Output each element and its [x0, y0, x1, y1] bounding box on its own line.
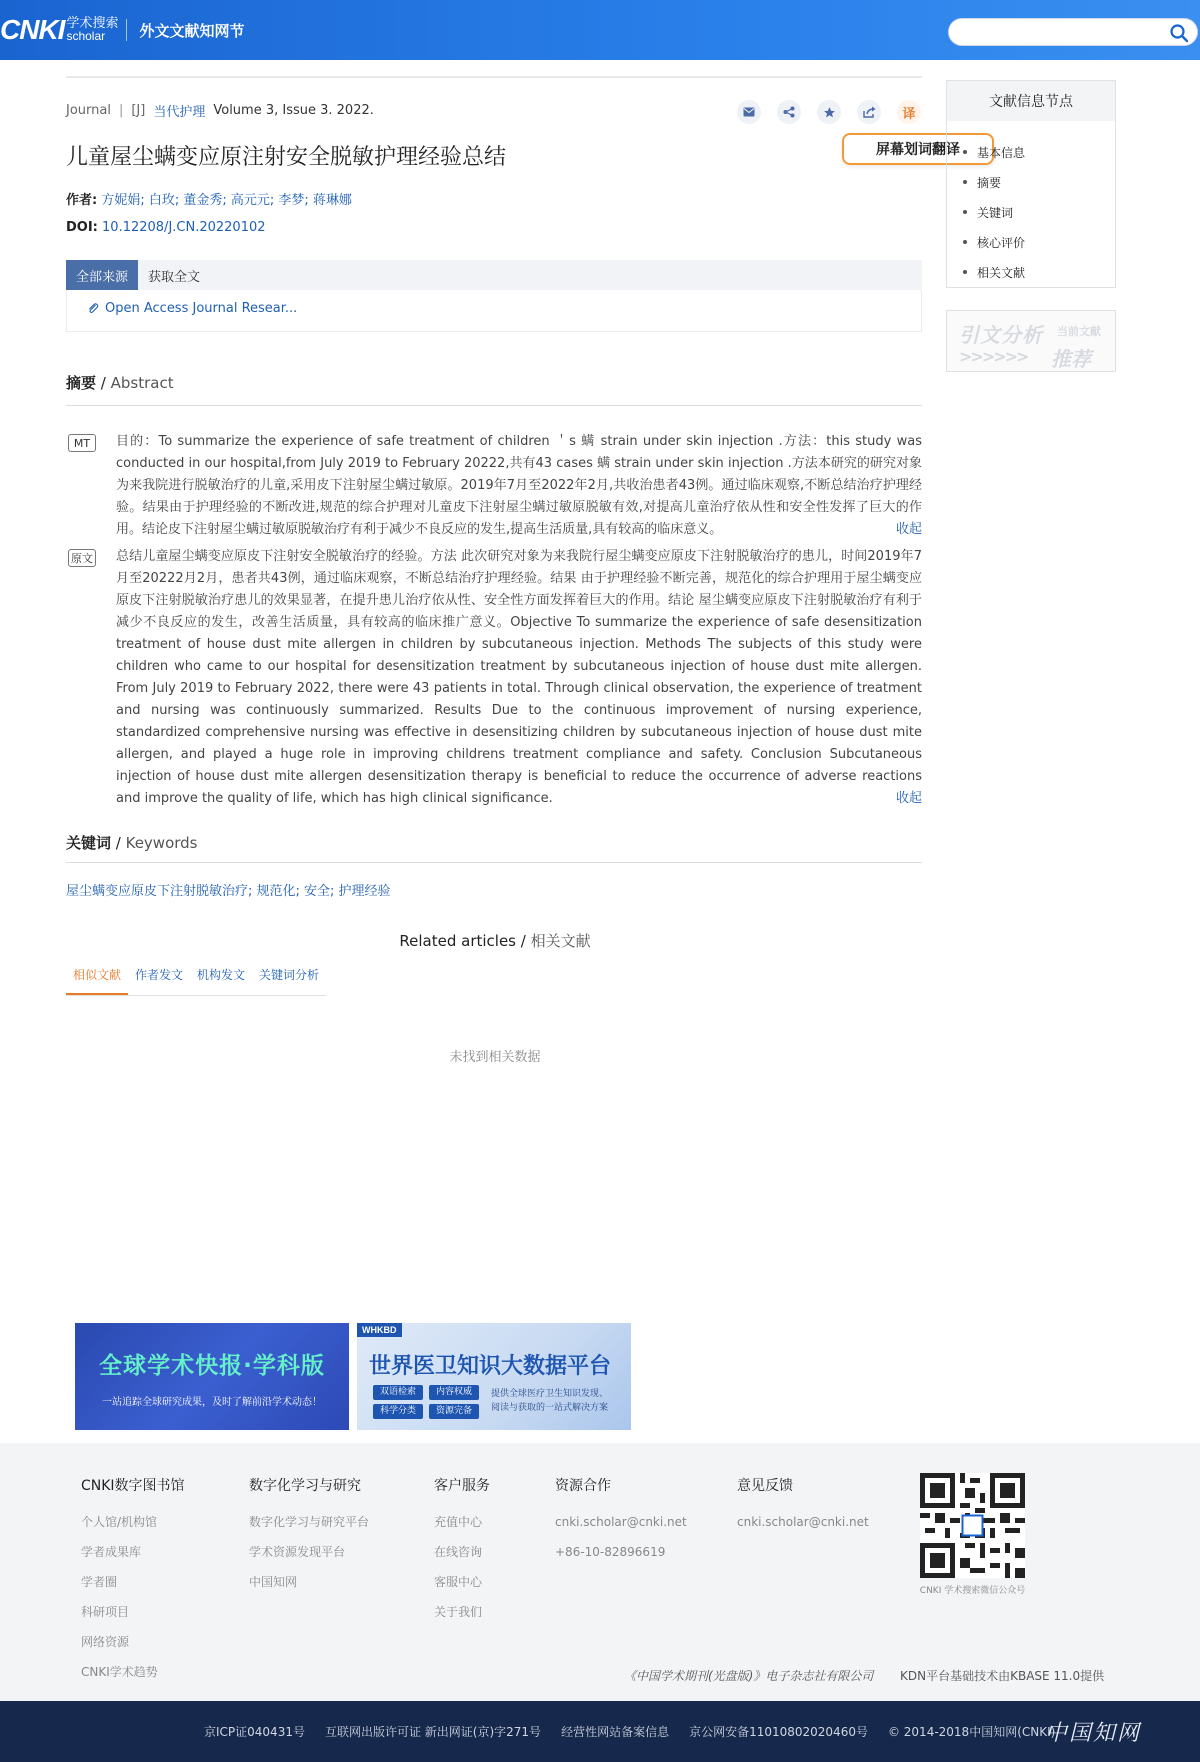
banner2-chips	[373, 1385, 479, 1419]
related-heading	[0, 930, 990, 951]
info-nodes-panel	[946, 80, 1116, 288]
ad-recommend: 推荐	[1051, 347, 1091, 371]
volume-info: Volume 3, Issue 3. 2022.	[213, 103, 374, 118]
doi-line	[66, 220, 266, 235]
article-title: 儿童屋尘螨变应原注射安全脱敏护理经验总结	[66, 145, 507, 170]
publishing-license[interactable]: 互联网出版许可证 新出网证(京)字271号	[324, 1725, 542, 1739]
logo-divider	[126, 19, 127, 41]
node-label: 关键词	[977, 205, 1014, 220]
top-header	[0, 0, 1200, 60]
node-label: 基本信息	[977, 145, 1026, 160]
author-links[interactable]: 方妮娟; 白玫; 董金秀; 高元元; 李梦; 蒋琳娜	[101, 193, 352, 208]
email-icon	[743, 107, 755, 117]
keywords-heading-sep: /	[111, 834, 126, 852]
doi-link[interactable]: 10.12208/J.CN.20220102	[102, 220, 266, 235]
tab-get-fulltext[interactable]: 获取全文	[148, 269, 201, 285]
authors-label: 作者:	[66, 193, 98, 208]
banner2-desc-line1: 提供全球医疗卫生知识发现、	[491, 1389, 609, 1399]
source-panel	[66, 290, 922, 332]
keywords-heading-cn: 关键词	[66, 834, 112, 852]
copyright: © 2014-2018中国知网(CNKI)	[887, 1725, 1056, 1739]
whkbd-banner[interactable]	[357, 1323, 631, 1430]
tab-institution-papers[interactable]: 机构发文	[197, 968, 246, 982]
bullet	[963, 180, 967, 184]
footer-col-feedback	[737, 1475, 869, 1545]
node-basic-info[interactable]	[963, 137, 1115, 167]
banner2-label: WHKBD	[357, 1323, 402, 1337]
abstract-heading	[66, 372, 174, 393]
banner1-subtitle: 一站追踪全球研究成果，及时了解前沿学术动态！	[102, 1397, 322, 1408]
banner2-chip: 内容权威	[429, 1385, 479, 1400]
export-button[interactable]	[857, 100, 881, 124]
translate-tooltip[interactable]: 屏幕划词翻译	[842, 133, 994, 165]
bullet	[963, 270, 967, 274]
tab-keyword-analysis[interactable]: 关键词分析	[259, 968, 320, 982]
source-link[interactable]	[87, 301, 297, 316]
node-core-evaluation[interactable]	[963, 227, 1115, 257]
share-button[interactable]	[777, 100, 801, 124]
related-heading-cn: 相关文献	[530, 932, 591, 950]
search-icon[interactable]	[1169, 23, 1189, 43]
node-label: 摘要	[977, 175, 1002, 190]
footer-col-head: 客户服务	[434, 1478, 490, 1494]
top-divider	[66, 76, 922, 78]
site-name: 外文文献知网节	[139, 21, 245, 40]
footer-col-service	[434, 1475, 490, 1635]
favorite-button[interactable]	[817, 100, 841, 124]
footer-link[interactable]: 在线咨询	[434, 1545, 483, 1559]
abstract-heading-cn: 摘要	[66, 374, 97, 392]
footer-link[interactable]: 关于我们	[434, 1605, 483, 1619]
doi-label: DOI:	[66, 220, 98, 235]
footer-col-digital	[249, 1475, 369, 1605]
footer-link[interactable]: CNKI学术趋势	[81, 1665, 158, 1679]
footer-link[interactable]: 客服中心	[434, 1575, 483, 1589]
banner2-desc	[491, 1387, 608, 1415]
ad-subtitle: 当前文献	[1057, 325, 1101, 338]
legal-info	[204, 1723, 1055, 1740]
info-nodes-list	[947, 121, 1115, 287]
publisher-text: 《中国学术期刊(光盘版)》电子杂志社有限公司	[624, 1669, 874, 1683]
icp-license[interactable]: 京ICP证040431号	[204, 1725, 305, 1739]
footer-link[interactable]: 充值中心	[434, 1515, 483, 1529]
bullet	[963, 150, 967, 154]
node-label: 相关文献	[977, 265, 1026, 280]
footer-col-cooperation	[555, 1475, 687, 1575]
mt-abstract	[116, 431, 922, 541]
site-record[interactable]: 经营性网站备案信息	[561, 1725, 670, 1739]
keywords-heading	[66, 832, 198, 853]
bullet	[963, 240, 967, 244]
journal-link[interactable]: 当代护理	[153, 105, 206, 120]
star-icon	[823, 106, 836, 119]
mt-tag: MT	[68, 434, 96, 452]
banner2-title: 世界医卫知识大数据平台	[369, 1354, 612, 1379]
collapse-mt-link[interactable]: 收起	[895, 522, 922, 537]
footer-col-head: CNKI数字图书馆	[81, 1478, 185, 1494]
authors-line	[66, 189, 352, 208]
email-button[interactable]	[737, 100, 761, 124]
node-label: 核心评价	[977, 235, 1026, 250]
toolbar	[737, 100, 921, 124]
original-abstract	[116, 546, 922, 810]
keywords-heading-en: Keywords	[125, 834, 198, 852]
article-meta	[66, 101, 374, 120]
export-icon	[863, 106, 876, 118]
related-tabs	[66, 966, 326, 996]
keywords-divider	[66, 862, 922, 863]
paperclip-icon	[87, 302, 99, 315]
ad-arrows: >>>>>>	[959, 347, 1028, 366]
footer-link[interactable]: 网络资源	[81, 1635, 130, 1649]
footer-link[interactable]: cnki.scholar@cnki.net	[737, 1515, 869, 1529]
keyword-links[interactable]: 屋尘螨变应原皮下注射脱敏治疗; 规范化; 安全; 护理经验	[66, 884, 391, 899]
doc-code: [J]	[131, 103, 146, 118]
footer-col-head: 意见反馈	[737, 1478, 793, 1494]
footer	[0, 1443, 1200, 1701]
source-link-text: Open Access Journal Resear...	[105, 301, 298, 316]
meta-separator: |	[118, 103, 124, 118]
original-abstract-text: 总结儿童屋尘螨变应原皮下注射安全脱敏治疗的经验。方法 此次研究对象为来我院行屋尘螨变应原皮下注射脱敏治疗的患儿，时间2019年7月至20222月2月，患者共43例，通过临床观察，不断总结治疗护理经验。结果 由于护理经验不断完善，规范化的综合护理用于屋尘螨变应原皮下注射脱敏治疗患儿的效果显著，在提升患儿治疗依从性、安全性方面发挥着巨大的作用。结论 屋尘螨变应原皮下注射脱敏治疗有利于减少不良反应的发生，改善生活质量，具有较高的临床推广意义。Objective To summarize the experience of safe desensitization treatment of house dust mite allergen in children by subcutaneous injection. Methods The subjects of this study were children who came to our hospital for desensitization treatment by subcutaneous injection of house dust mite allergen. From July 2019 to February 2022, there were 43 patients in total. Through clinical observation, the experience of treatment and nursing was continuously summarized. Results Due to the continuous improvement of nursing experience, standardized comprehensive nursing was effective in desensitizing children by subcutaneous injection of house dust mite allergen, and played a huge role in improving childrens treatment compliance and safety. Conclusion Subcutaneous injection of house dust mite allergen desensitization therapy is beneficial to reduce the occurrence of adverse reactions and improve the quality of life, which has high clinical significance.	[116, 549, 922, 806]
footer-link[interactable]: 中国知网	[249, 1575, 298, 1589]
search-input[interactable]	[948, 18, 1198, 46]
translate-button[interactable]: 译	[897, 100, 921, 124]
footer-link[interactable]: 数字化学习与研究平台	[249, 1515, 370, 1529]
logo-cn: 学术搜索	[66, 16, 119, 31]
footer-link[interactable]: 个人馆/机构馆	[81, 1515, 158, 1529]
source-tabs	[66, 260, 922, 290]
footer-link[interactable]: 科研项目	[81, 1605, 130, 1619]
footer-link[interactable]: 学术资源发现平台	[249, 1545, 346, 1559]
police-record[interactable]: 京公网安备11010802020460号	[689, 1725, 868, 1739]
abstract-heading-en: Abstract	[110, 374, 174, 392]
bottom-bar	[0, 1701, 1200, 1762]
qr-caption: CNKI 学术搜索微信公众号	[919, 1586, 1026, 1596]
abstract-heading-sep: /	[96, 374, 111, 392]
abstract-divider	[66, 405, 922, 406]
tab-all-sources[interactable]: 全部来源	[66, 260, 138, 290]
logo-text: CNKI	[0, 14, 65, 45]
footer-col-head: 数字化学习与研究	[249, 1478, 361, 1494]
info-nodes-title: 文献信息节点	[947, 81, 1115, 121]
node-related[interactable]	[963, 257, 1115, 287]
share-icon	[783, 106, 795, 118]
mt-abstract-text: 目的：To summarize the experience of safe treatment of children ＇s 螨 strain under skin injection .方法：this study was conducted in our hospital,from July 2019 to February 20222,共有43 cases 螨 strain under skin injection .方法本研究的研究对象为来我院进行脱敏治疗的儿童,采用皮下注射屋尘螨过敏原。2019年7月至2022年2月,共收治患者43例。通过临床观察,不断总结治疗护理经验。结果由于护理经验的不断改进,规范的综合护理对儿童皮下注射屋尘螨过敏原脱敏有效,对提高儿童治疗依从性和安全性发挥了巨大的作用。结论皮下注射屋尘螨过敏原脱敏治疗有利于减少不良反应的发生,提高生活质量,具有较高的临床意义。	[116, 434, 922, 537]
banner2-chip: 双语检索	[373, 1385, 423, 1400]
banner2-chip: 资源完备	[429, 1404, 479, 1419]
related-heading-sep: /	[516, 932, 531, 950]
cnki-logo[interactable]	[0, 16, 244, 44]
footer-link[interactable]: +86-10-82896619	[555, 1545, 666, 1559]
node-abstract[interactable]	[963, 167, 1115, 197]
citation-analysis-ad[interactable]	[946, 310, 1116, 372]
footer-col-library	[81, 1475, 185, 1695]
footer-link[interactable]: cnki.scholar@cnki.net	[555, 1515, 687, 1529]
original-tag: 原文	[68, 549, 96, 567]
no-data-message: 未找到相关数据	[449, 1050, 541, 1065]
footer-link[interactable]: 学者圈	[81, 1575, 118, 1589]
bullet	[963, 210, 967, 214]
qr-code-icon	[920, 1473, 1025, 1578]
tab-author-papers[interactable]: 作者发文	[135, 968, 184, 982]
collapse-original-link[interactable]: 收起	[895, 791, 922, 806]
footer-col-head: 资源合作	[555, 1478, 611, 1494]
kdn-text: KDN平台基础技术由KBASE 11.0提供	[900, 1669, 1105, 1683]
cnki-brand-logo: 中国知网	[1045, 1721, 1142, 1746]
logo-sub	[66, 18, 118, 42]
banner2-chip: 科学分类	[373, 1404, 423, 1419]
logo-en: scholar	[66, 29, 106, 43]
scholar-express-banner[interactable]	[75, 1323, 349, 1430]
footer-link[interactable]: 学者成果库	[81, 1545, 142, 1559]
banner2-desc-line2: 阅读与获取的一站式解决方案	[491, 1403, 609, 1413]
node-keywords[interactable]	[963, 197, 1115, 227]
ad-title: 引文分析	[959, 323, 1043, 347]
related-heading-en: Related articles	[399, 932, 516, 950]
tab-similar[interactable]: 相似文献	[66, 966, 128, 995]
doc-type: Journal	[66, 103, 111, 118]
banner1-title: 全球学术快报·学科版	[99, 1353, 325, 1379]
